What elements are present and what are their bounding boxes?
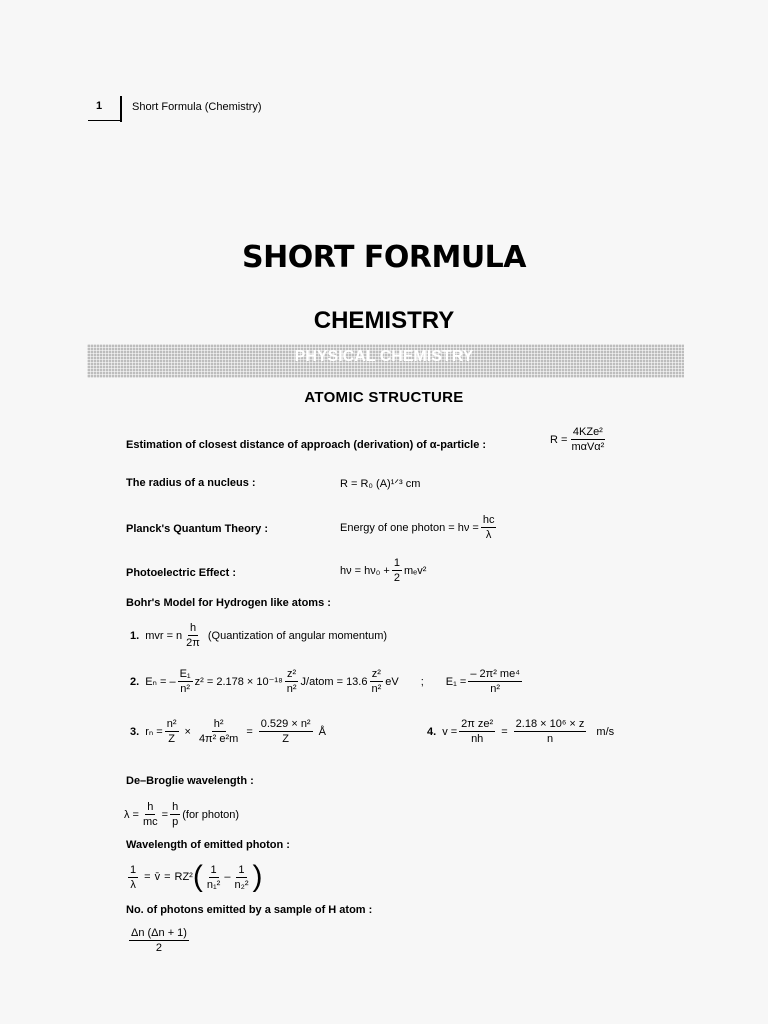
fraction-numerator: 1 — [393, 557, 400, 569]
fraction-denominator: Z — [168, 733, 175, 745]
photoelectric-half — [392, 557, 402, 584]
photoelectric-label: Photoelectric Effect : — [126, 567, 237, 579]
debroglie-lhs: λ = — [124, 808, 139, 821]
bohr-eq-2-lhs: Eₙ = – — [145, 676, 176, 688]
radius-formula: R = R₀ (A)¹ᐟ³ cm — [340, 478, 421, 490]
subject-title: CHEMISTRY — [313, 307, 455, 334]
debroglie-f1 — [141, 801, 160, 828]
emitted-equals-2: = — [164, 871, 171, 883]
bohr-eq-1-note: (Quantization of angular momentum) — [207, 629, 388, 642]
bohr-eq-3-times: × — [184, 725, 191, 738]
debroglie-label: De–Broglie wavelength : — [126, 775, 254, 787]
emitted-f1 — [128, 864, 138, 891]
bohr-eq-4-equals: = — [501, 725, 508, 738]
fraction-denominator: n² — [180, 683, 190, 695]
fraction-numerator: z² — [287, 668, 297, 680]
bohr-eq-2-e1: E₁ = — [445, 675, 467, 688]
bohr-eq-2-f2 — [285, 668, 299, 695]
fraction-numerator: hc — [482, 514, 495, 526]
emitted-minus: – — [224, 871, 231, 883]
fraction-numerator: n² — [166, 718, 177, 730]
bohr-eq-3-equals: = — [246, 725, 253, 738]
header-rule — [88, 120, 121, 121]
bohr-eq-1-number: 1. — [130, 629, 140, 642]
bohr-eq-3-number: 3. — [130, 725, 140, 738]
bohr-eq-2-unit: eV — [385, 675, 399, 688]
planck-label: Planck's Quantum Theory : — [126, 523, 268, 535]
bohr-eq-3-f3 — [259, 718, 313, 745]
closest-approach-fraction — [569, 426, 606, 453]
emitted-g2 — [232, 864, 250, 891]
header-divider — [120, 96, 122, 122]
main-title: SHORT FORMULA — [241, 240, 527, 275]
fraction-denominator: n² — [371, 683, 382, 695]
fraction-numerator: 0.529 × n² — [260, 718, 311, 730]
fraction-numerator: 1 — [238, 863, 245, 876]
fraction-denominator: n² — [490, 683, 501, 695]
bohr-eq-2 — [130, 668, 524, 695]
planck-text: Energy of one photon = hν = — [340, 521, 479, 534]
bohr-eq-4-unit: m/s — [596, 725, 615, 738]
bohr-eq-4-f1 — [459, 718, 495, 745]
fraction-numerator: h — [147, 801, 154, 813]
fraction-denominator: mαVα² — [571, 441, 605, 453]
fraction-numerator: Δn (Δn + 1) — [131, 927, 187, 939]
fraction-numerator: z² — [371, 668, 381, 680]
debroglie-note: (for photon) — [182, 808, 240, 821]
fraction-denominator: nh — [471, 733, 484, 745]
photons-fraction — [129, 927, 189, 954]
emitted-label: Wavelength of emitted photon : — [126, 839, 290, 851]
bohr-eq-1-fraction — [184, 622, 202, 649]
emitted-g1 — [205, 864, 223, 891]
fraction-denominator: 4π² e²m — [198, 733, 239, 745]
planck-formula — [340, 514, 498, 541]
fraction-denominator: mc — [142, 816, 158, 828]
bohr-eq-3-lhs: rₙ = — [145, 726, 163, 738]
fraction-numerator: 4KZe² — [572, 426, 603, 438]
fraction-numerator: 2π ze² — [461, 718, 494, 730]
debroglie-equals: = — [161, 808, 169, 821]
fraction-numerator: 1 — [210, 863, 217, 876]
emitted-formula — [126, 862, 263, 892]
bohr-eq-3 — [130, 718, 326, 745]
bohr-eq-4 — [427, 718, 614, 745]
photoelectric-formula — [340, 557, 426, 584]
bohr-eq-2-mid: z² = 2.178 × 10⁻¹⁸ — [194, 676, 283, 688]
fraction-numerator: h² — [213, 718, 224, 730]
fraction-numerator: h — [189, 622, 197, 634]
banner-text: PHYSICAL CHEMISTRY — [294, 348, 474, 365]
bohr-eq-4-number: 4. — [427, 725, 437, 738]
fraction-denominator: λ — [130, 878, 136, 891]
left-paren-icon: ( — [192, 860, 203, 893]
fraction-denominator: n₁² — [206, 878, 221, 891]
fraction-numerator: 1 — [130, 863, 137, 876]
fraction-denominator: λ — [485, 529, 492, 541]
bohr-eq-2-mid2: J/atom = 13.6 — [300, 675, 368, 688]
bohr-eq-2-number: 2. — [130, 675, 140, 688]
bohr-eq-2-f3 — [369, 668, 383, 695]
debroglie-formula — [124, 801, 239, 828]
bohr-eq-3-f2 — [197, 718, 240, 745]
bohr-eq-4-f2 — [514, 718, 587, 745]
bohr-eq-2-f4 — [468, 668, 522, 695]
debroglie-f2 — [170, 801, 180, 828]
right-paren-icon: ) — [252, 860, 263, 893]
page-number: 1 — [96, 100, 103, 112]
fraction-denominator: n — [546, 733, 554, 745]
bohr-label: Bohr's Model for Hydrogen like atoms : — [126, 597, 331, 609]
planck-fraction — [481, 514, 497, 541]
fraction-numerator: E₁ — [179, 668, 191, 680]
bohr-eq-2-separator: ; — [420, 675, 424, 688]
closest-approach-label: Estimation of closest distance of approach (derivation) of α-particle : — [126, 439, 487, 451]
fraction-denominator: 2 — [393, 572, 400, 584]
fraction-denominator: 2 — [155, 942, 163, 954]
photons-formula — [127, 927, 191, 954]
closest-approach-lhs: R = — [550, 433, 568, 446]
bohr-eq-1 — [130, 622, 387, 649]
radius-label: The radius of a nucleus : — [126, 477, 256, 489]
fraction-denominator: Z — [282, 733, 290, 745]
bohr-eq-3-f1 — [165, 718, 179, 745]
fraction-denominator: 2π — [186, 637, 200, 649]
header-title: Short Formula (Chemistry) — [132, 101, 262, 113]
bohr-eq-4-lhs: v = — [442, 725, 458, 738]
emitted-rz: RZ² — [174, 871, 193, 883]
emitted-vbar: v̄ — [154, 871, 161, 883]
photoelectric-lhs: hν = hν₀ + — [340, 564, 390, 577]
fraction-numerator: – 2π² me⁴ — [470, 668, 520, 680]
bohr-eq-3-unit: Å — [318, 725, 326, 738]
fraction-numerator: 2.18 × 10⁶ × z — [515, 718, 585, 730]
fraction-denominator: n₂² — [234, 878, 249, 891]
bohr-eq-1-lhs: mvr = n — [145, 629, 183, 642]
bohr-eq-2-f1 — [178, 668, 193, 695]
closest-approach-formula — [550, 426, 608, 453]
emitted-equals: = — [144, 871, 151, 883]
fraction-denominator: n² — [286, 683, 297, 695]
fraction-denominator: p — [172, 816, 179, 828]
fraction-numerator: h — [172, 801, 179, 813]
section-heading: ATOMIC STRUCTURE — [304, 389, 464, 406]
photons-label: No. of photons emitted by a sample of H atom : — [126, 904, 373, 916]
photoelectric-rhs: mₑv² — [403, 564, 427, 577]
